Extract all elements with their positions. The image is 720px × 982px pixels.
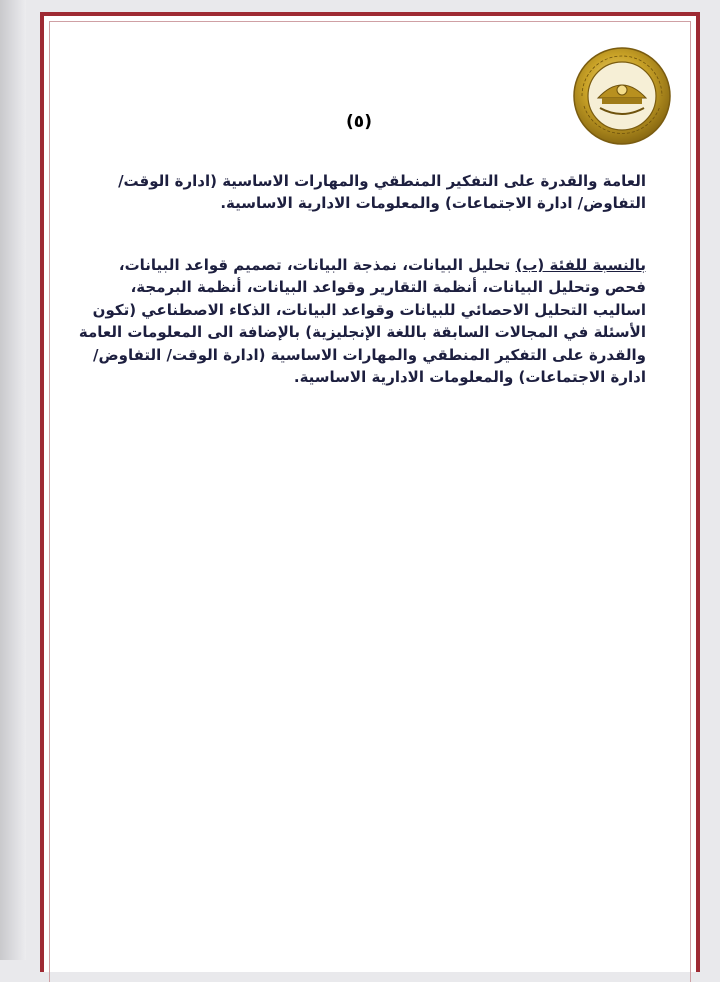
category-b-lead: بالنسبة للفئة (ب) [515, 256, 646, 274]
paragraph-line: والقدرة على التفكير المنطقي والمهارات الاساسية (ادارة الوقت/ التفاوض/ [93, 345, 646, 364]
paragraph-line: اساليب التحليل الاحصائي للبيانات وقواعد البيانات، الذكاء الاصطناعي (تكون [92, 300, 646, 319]
document-page [40, 12, 700, 972]
page-inner-frame [49, 21, 691, 982]
page-number: (٥) [346, 112, 372, 132]
paragraph-first-line [90, 254, 646, 276]
paragraph-line: فحص وتحليل البيانات، أنظمة التقارير وقواعد البيانات، أنظمة البرمجة، [130, 278, 646, 297]
paragraph-line-rest: تحليل البيانات، نمذجة البيانات، تصميم قواعد البيانات، [118, 256, 516, 274]
scan-left-edge [0, 0, 26, 960]
paragraph-line: الأسئلة في المجالات السابقة باللغة الإنجليزية) بالإضافة الى المعلومات العامة [78, 323, 646, 342]
ministry-seal-logo [572, 46, 672, 146]
paragraph-general [90, 170, 646, 215]
paragraph-line: التفاوض/ ادارة الاجتماعات) والمعلومات الادارية الاساسية. [220, 194, 646, 213]
paragraph-line: العامة والقدرة على التفكير المنطقي والمهارات الاساسية (ادارة الوقت/ [118, 172, 646, 190]
paragraph-line: ادارة الاجتماعات) والمعلومات الادارية الاساسية. [293, 368, 646, 387]
paragraph-category-b [78, 254, 646, 388]
